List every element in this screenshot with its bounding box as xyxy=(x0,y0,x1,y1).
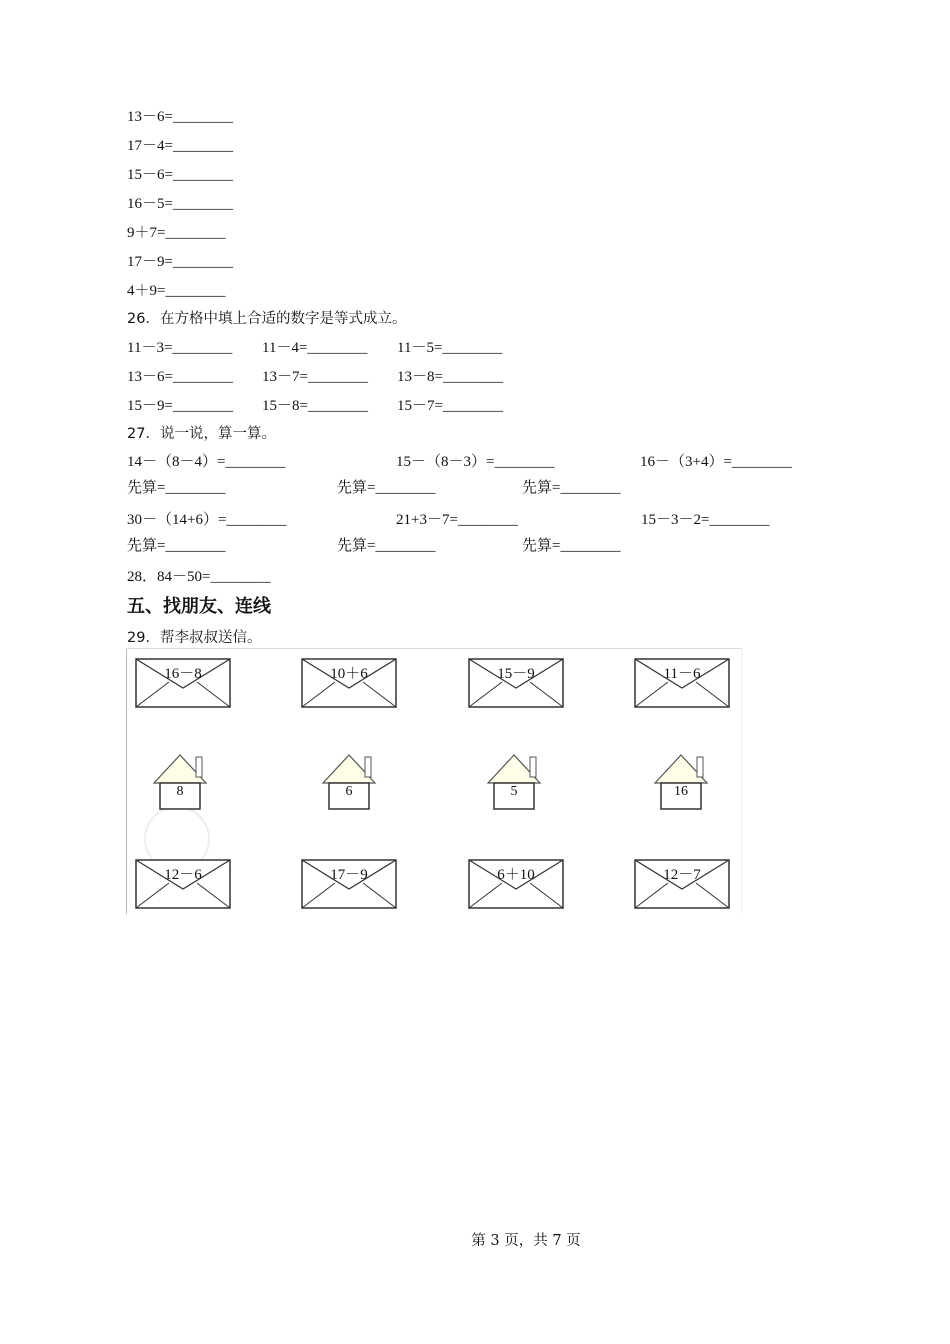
house-4[interactable] xyxy=(653,753,713,811)
q27-title: 27．说一说，算一算。 xyxy=(127,426,276,442)
q26-r2-c1: 13－6=________ xyxy=(127,369,233,385)
house-2[interactable] xyxy=(321,753,381,811)
q27-r1-c1: 14－（8－4）=________ xyxy=(127,454,286,470)
q26-title: 26．在方格中填上合适的数字是等式成立。 xyxy=(127,311,407,327)
q26-r3-c3: 15－7=________ xyxy=(397,398,503,414)
q25-line-3: 15－6=________ xyxy=(127,167,233,183)
envelope-top-4-label: 11－6 xyxy=(663,666,701,682)
q27-first1-c2: 先算=________ xyxy=(337,480,436,496)
q26-r1-c1: 11－3=________ xyxy=(127,340,233,356)
q27-first2-c1: 先算=________ xyxy=(127,538,226,554)
q27-first1-c1: 先算=________ xyxy=(127,480,226,496)
q27-r2-c2: 21+3－7=________ xyxy=(396,512,518,528)
envelope-top-1[interactable] xyxy=(135,658,231,708)
house-4-label: 16 xyxy=(674,784,688,799)
q27-first2-c2: 先算=________ xyxy=(337,538,436,554)
q26-r1-c2: 11－4=________ xyxy=(262,340,368,356)
q27-r1-c2: 15－（8－3）=________ xyxy=(396,454,555,470)
house-1-label: 8 xyxy=(176,784,184,799)
envelope-bottom-3[interactable] xyxy=(468,859,564,909)
page-footer: 第 3 页，共 7 页 xyxy=(471,1233,581,1249)
envelope-bottom-1-label: 12－6 xyxy=(164,867,202,883)
envelope-bottom-2[interactable] xyxy=(301,859,397,909)
q26-r1-c3: 11－5=________ xyxy=(397,340,503,356)
envelope-top-2[interactable] xyxy=(301,658,397,708)
house-1[interactable] xyxy=(152,753,212,811)
envelope-bottom-2-label: 17－9 xyxy=(330,867,368,883)
q25-line-1: 13－6=________ xyxy=(127,109,233,125)
q26-r3-c1: 15－9=________ xyxy=(127,398,233,414)
envelope-bottom-4[interactable] xyxy=(634,859,730,909)
envelope-top-2-label: 10＋6 xyxy=(330,666,368,682)
envelope-bottom-1[interactable] xyxy=(135,859,231,909)
envelope-top-4[interactable] xyxy=(634,658,730,708)
q26-r3-c2: 15－8=________ xyxy=(262,398,368,414)
house-3-label: 5 xyxy=(510,784,518,799)
section-5-heading: 五、找朋友、连线 xyxy=(127,596,271,617)
q28-line: 28．84－50=________ xyxy=(127,569,271,585)
q26-r2-c3: 13－8=________ xyxy=(397,369,503,385)
q25-line-2: 17－4=________ xyxy=(127,138,233,154)
envelope-top-1-label: 16－8 xyxy=(164,666,202,682)
house-2-label: 6 xyxy=(345,784,353,799)
q27-r1-c3: 16－（3+4）=________ xyxy=(640,454,792,470)
q27-first1-c3: 先算=________ xyxy=(522,480,621,496)
q25-line-7: 4＋9=________ xyxy=(127,283,226,299)
q25-line-6: 17－9=________ xyxy=(127,254,233,270)
q27-first2-c3: 先算=________ xyxy=(522,538,621,554)
envelope-bottom-3-label: 6＋10 xyxy=(497,867,535,883)
q26-r2-c2: 13－7=________ xyxy=(262,369,368,385)
envelope-bottom-4-label: 12－7 xyxy=(663,867,701,883)
house-3[interactable] xyxy=(486,753,546,811)
q25-line-5: 9＋7=________ xyxy=(127,225,226,241)
q29-title: 29．帮李叔叔送信。 xyxy=(127,630,262,646)
envelope-top-3[interactable] xyxy=(468,658,564,708)
q25-line-4: 16－5=________ xyxy=(127,196,233,212)
q27-r2-c3: 15－3－2=________ xyxy=(641,512,770,528)
mail-delivery-figure xyxy=(126,648,742,914)
q27-r2-c1: 30－（14+6）=________ xyxy=(127,512,287,528)
envelope-top-3-label: 15－9 xyxy=(497,666,535,682)
